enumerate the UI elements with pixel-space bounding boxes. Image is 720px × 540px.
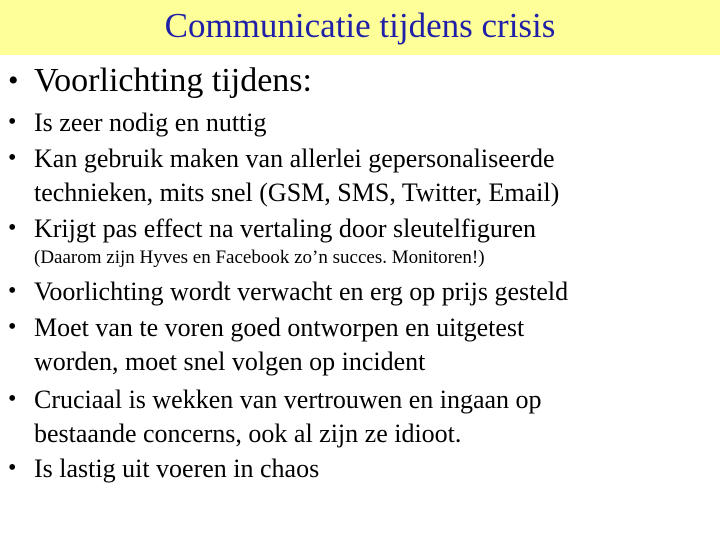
list-item-text: technieken, mits snel (GSM, SMS, Twitter, Email) <box>34 178 560 207</box>
list-item-text: Voorlichting wordt verwacht en erg op prijs gesteld <box>34 277 569 306</box>
note-text: (Daarom zijn Hyves en Facebook zo’n succes. Monitoren!) <box>34 247 485 268</box>
bullet-marker: • <box>8 109 17 135</box>
heading-bullet-text: Voorlichting tijdens: <box>34 62 312 99</box>
list-item-text: bestaande concerns, ook al zijn ze idioot. <box>34 419 462 448</box>
list-item-text: Kan gebruik maken van allerlei gepersonaliseerde <box>34 144 555 173</box>
bullet-marker: • <box>8 64 19 97</box>
list-item-text: Is lastig uit voeren in chaos <box>34 454 320 483</box>
bullet-marker: • <box>8 278 17 304</box>
bullet-marker: • <box>8 145 17 171</box>
bullet-marker: • <box>8 215 17 241</box>
list-item-text: worden, moet snel volgen op incident <box>34 347 426 376</box>
bullet-marker: • <box>8 386 17 412</box>
bullet-marker: • <box>8 455 17 481</box>
bullet-marker: • <box>8 314 17 340</box>
list-item-text: Cruciaal is wekken van vertrouwen en ingaan op <box>34 385 542 414</box>
list-item-text: Krijgt pas effect na vertaling door sleutelfiguren <box>34 214 537 243</box>
list-item-text: Moet van te voren goed ontworpen en uitgetest <box>34 313 525 342</box>
list-item-text: Is zeer nodig en nuttig <box>34 108 267 137</box>
slide-title: Communicatie tijdens crisis <box>164 6 556 45</box>
